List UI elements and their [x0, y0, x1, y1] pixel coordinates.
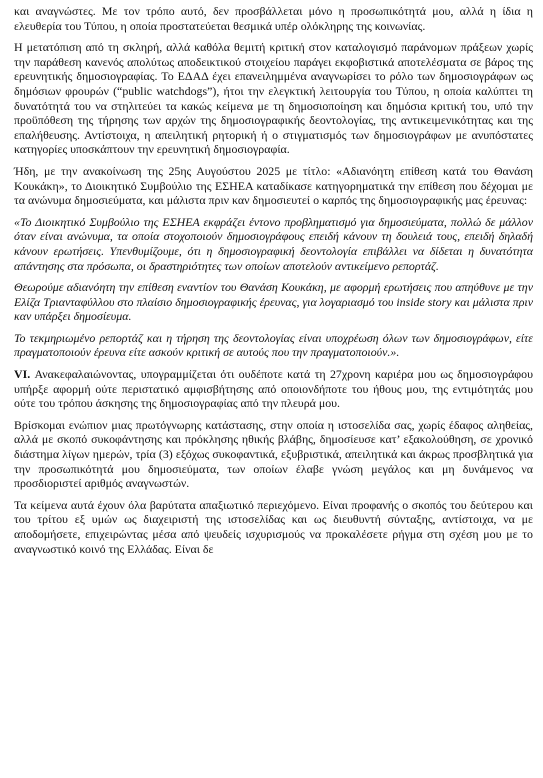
spacer: [14, 33, 533, 40]
quote-paragraph-2: Θεωρούμε αδιανόητη την επίθεση εναντίον του Θανάση Κουκάκη, με αφορμή ερωτήσεις που απηύθυνε με την Ελίζα Τριανταφύλλου στο πλαίσιο δημοσιογραφικής έρευνας, για λογαριασμό του inside story και μάλιστα πριν καν υπάρξει δημοσίευμα.: [14, 280, 533, 324]
quote-paragraph-1: «Το Διοικητικό Συμβούλιο της ΕΣΗΕΑ εκφράζει έντονο προβληματισμό για δημοσιεύματα, πολλώ δε μάλλον όταν είναι ανώνυμα, τα οποία στοχοποιούν δημοσιογράφους επειδή κάνουν τη δουλειά τους, επειδή δηλαδή κάνουν ερωτήσεις. Υπενθυμίζουμε, ότι η δημοσιογραφική δεοντολογία επιβάλλει να δίδεται η δυνατότητα απάντησης στα πρόσωπα, οι δραστηριότητες των οποίων αποτελούν αντικείμενο ρεπορτάζ.: [14, 214, 533, 273]
paragraph-1: και αναγνώστες. Με τον τρόπο αυτό, δεν προσβάλλεται μόνο η προσωπικότητά μου, αλλά η ίδια η ελευθερία του Τύπου, η οποία προστατεύεται θεσμικά υπέρ ολόκληρης της κοινωνίας.: [14, 4, 533, 33]
spacer: [14, 324, 533, 331]
spacer: [14, 208, 533, 215]
spacer: [14, 360, 533, 367]
spacer: [14, 157, 533, 164]
paragraph-5: Βρίσκομαι ενώπιον μιας πρωτόγνωρης κατάστασης, στην οποία η ιστοσελίδα σας, χωρίς έδαφος αληθείας, αλλά με σκοπό συκοφάντησης και πρόκλησης ηθικής βλάβης, δημοσίευσε κατ’ εξακολούθηση, σε χρονικό διάστημα λίγων ημερών, τρία (3) εξόχως συκοφαντικά, εξυβριστικά, απειλητικά και άκρως προσβλητικά για την προσωπικότητά μου δημοσιεύματα, των οποίων έλαβε γνώση μεγάλος και μη δυνάμενος να προσδιοριστεί αριθμός αναγνωστών.: [14, 417, 533, 491]
spacer: [14, 273, 533, 280]
paragraph-3: Ήδη, με την ανακοίνωση της 25ης Αυγούστου 2025 με τίτλο: «Αδιανόητη επίθεση κατά του Θανάση Κουκάκη», το Διοικητικό Συμβούλιο της ΕΣΗΕΑ καταδίκασε κατηγορηματικά την επίθεση που δέχομαι με τα ανώνυμα δημοσιεύματα, και μάλιστα πριν καν δημοσιευτεί ο καρπός της δημοσιογραφικής μας έρευνας:: [14, 163, 533, 208]
paragraph-2: Η μετατόπιση από τη σκληρή, αλλά καθόλα θεμιτή κριτική στον καταλογισμό παράνομων πράξεων χωρίς την παράθεση κανενός απολύτως αποδεικτικού στοιχείου παράγει εκφοβιστικά αποτελέσματα σε βάρος της ερευνητικής δημοσιογραφίας. Το ΕΔΑΔ έχει επανειλημμένα αναγνωρίσει το ρόλο των δημοσιογράφων ως δημόσιων φρουρών (“public watchdogs”), ήτοι την ελεγκτική λειτουργία του Τύπου, η οποία καλύπτει τη δυνατότητά του να στηλιτεύει τα κακώς κείμενα με τη δημοσιοποίηση και δημόσια κριτική του, υπό την προϋπόθεση της τήρησης των αρχών της δημοσιογραφικής δεοντολογίας, της αντικειμενικότητας και της επαλήθευσης. Αντίστοιχα, η απειλητική ρητορική ή ο στιγματισμός των δημοσιογράφων με ανυπόστατες κατηγορίες υποσκάπτουν την ερευνητική δημοσιογραφία.: [14, 40, 533, 157]
section-number: VI.: [14, 367, 31, 382]
quote-paragraph-3: Το τεκμηριωμένο ρεπορτάζ και η τήρηση της δεοντολογίας είναι υποχρέωση όλων των δημοσιογράφων, είτε πραγματοποιούν έρευνα είτε ασκούν κριτική σε αυτούς που την πραγματοποιούν.».: [14, 330, 533, 360]
paragraph-6: Τα κείμενα αυτά έχουν όλα βαρύτατα απαξιωτικό περιεχόμενο. Είναι προφανής ο σκοπός του δεύτερου και του τρίτου εξ υμών ως διαχειριστή της ιστοσελίδας και ως διευθυντή σύνταξης, αντίστοιχα, να με αποδομήσετε, επιχειρώντας μέσα από ψευδείς ισχυρισμούς να προκαλέσετε ρήγμα στη σχέση μου με το αναγνωστικό κοινό της Ελλάδας. Είναι δε: [14, 497, 533, 556]
spacer: [14, 491, 533, 498]
section-vi-paragraph: [14, 367, 533, 411]
section-vi-text: Ανακεφαλαιώνοντας, υπογραμμίζεται ότι ουδέποτε κατά τη 27χρονη καριέρα μου ως δημοσιογράφου υπήρξε αφορμή ούτε περιστατικό αμφισβήτησης από οποιονδήποτε του ήθους μου, της εντιμότητάς μου ούτε του τρόπου άσκησης της δημοσιογραφίας από την πλευρά μου.: [14, 367, 533, 411]
spacer: [14, 411, 533, 418]
